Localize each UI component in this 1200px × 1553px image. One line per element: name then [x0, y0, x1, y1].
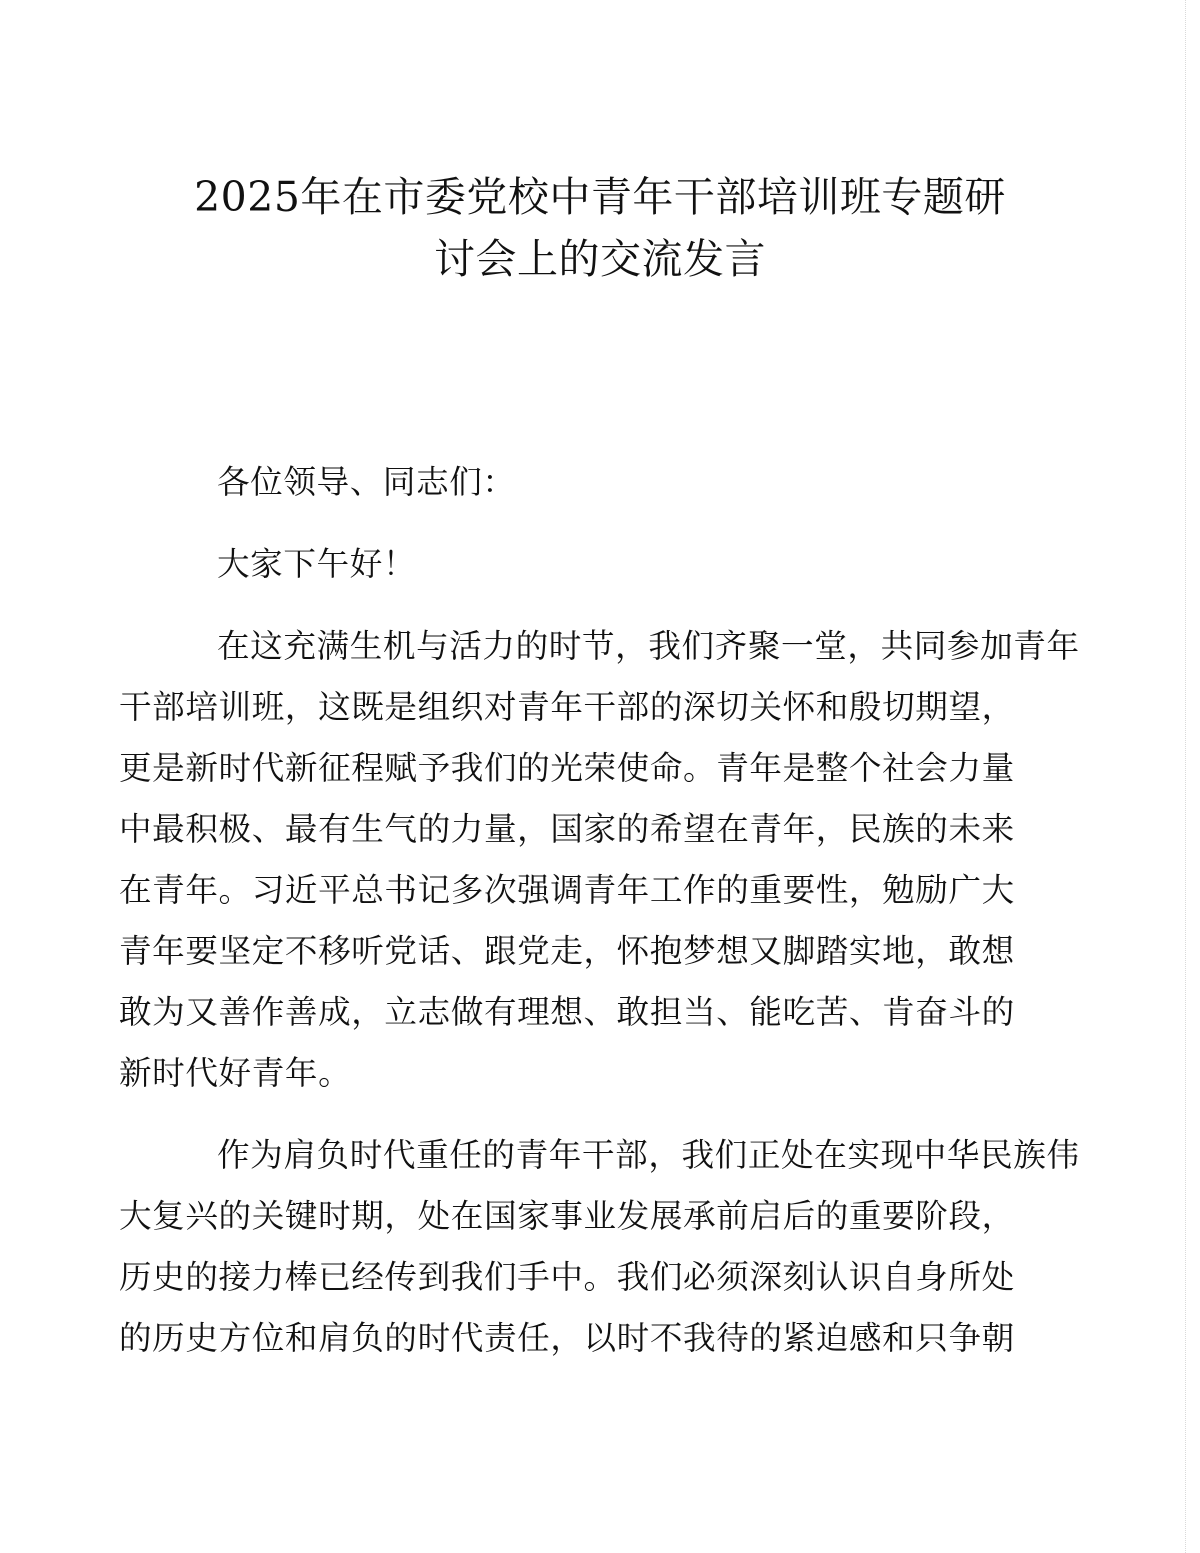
paragraph-line: 新时代好青年。	[119, 1054, 352, 1092]
paragraph-line: 作为肩负时代重任的青年干部，我们正处在实现中华民族伟	[217, 1136, 1080, 1174]
title-line: 讨会上的交流发言	[434, 235, 766, 283]
document-body	[119, 452, 1080, 1369]
paragraph-line: 大复兴的关键时期，处在国家事业发展承前启后的重要阶段，	[119, 1197, 1015, 1235]
paragraph-line: 在青年。习近平总书记多次强调青年工作的重要性，勉励广大	[119, 871, 1015, 909]
paragraph-1	[119, 616, 1080, 1104]
paragraph-line: 在这充满生机与活力的时节，我们齐聚一堂，共同参加青年	[217, 627, 1080, 665]
greeting: 大家下午好！	[217, 545, 417, 583]
paragraph-line: 的历史方位和肩负的时代责任，以时不我待的紧迫感和只争朝	[119, 1319, 1015, 1357]
paragraph-line: 青年要坚定不移听党话、跟党走，怀抱梦想又脚踏实地，敢想	[119, 932, 1015, 970]
paragraph-line: 历史的接力棒已经传到我们手中。我们必须深刻认识自身所处	[119, 1258, 1015, 1296]
document-title	[168, 166, 1032, 290]
salutation: 各位领导、同志们：	[217, 463, 516, 501]
title-line: 2025年在市委党校中青年干部培训班专题研	[194, 173, 1006, 221]
paragraph-2	[119, 1125, 1080, 1369]
paragraph-line: 干部培训班，这既是组织对青年干部的深切关怀和殷切期望，	[119, 688, 1015, 726]
page-edge-guide	[1185, 0, 1186, 1553]
paragraph-line: 敢为又善作善成，立志做有理想、敢担当、能吃苦、肯奋斗的	[119, 993, 1015, 1031]
paragraph-line: 更是新时代新征程赋予我们的光荣使命。青年是整个社会力量	[119, 749, 1015, 787]
paragraph-line: 中最积极、最有生气的力量，国家的希望在青年，民族的未来	[119, 810, 1015, 848]
